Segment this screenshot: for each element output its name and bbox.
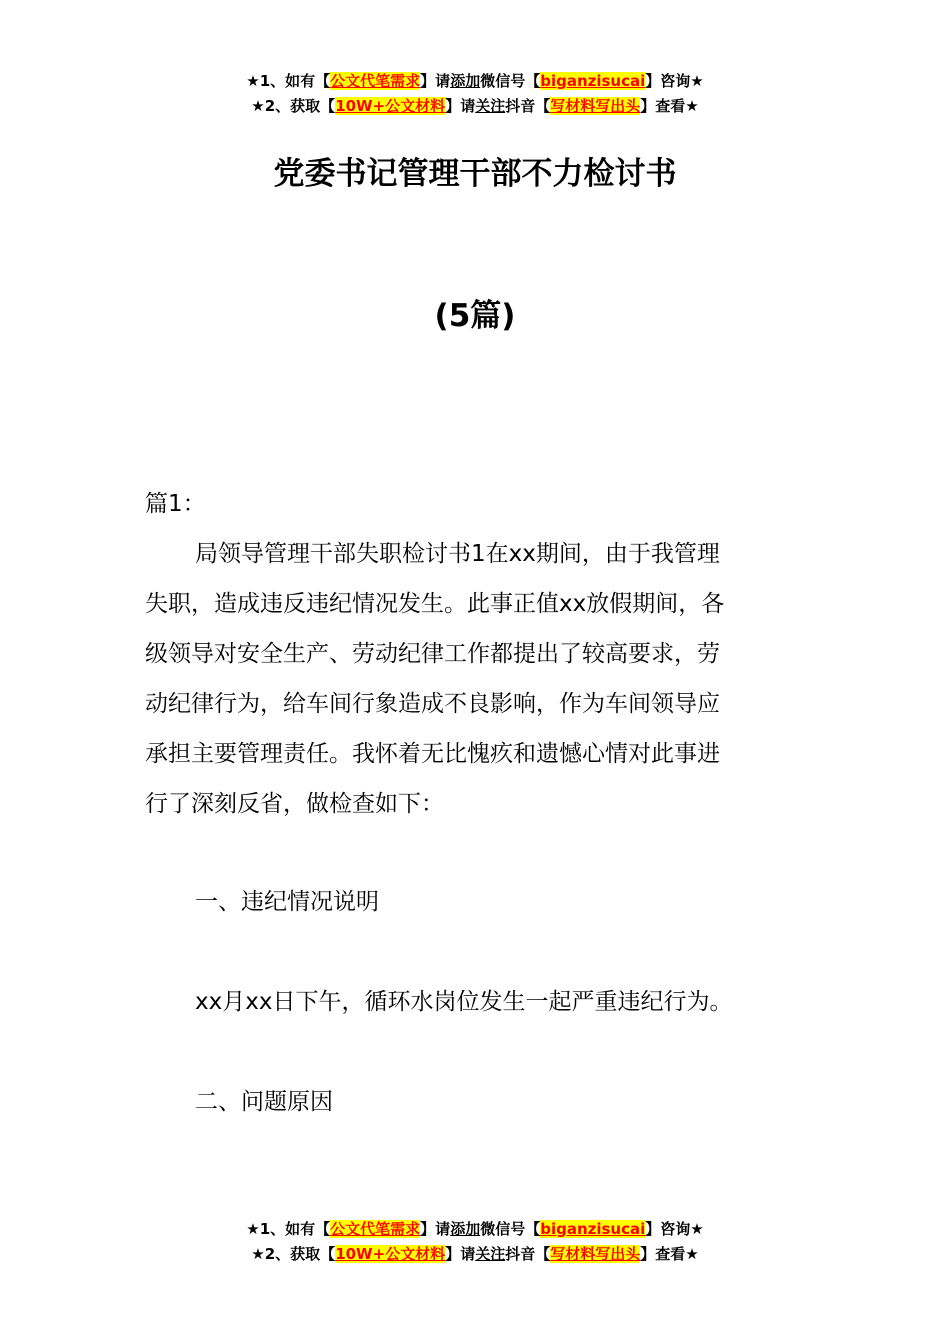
body-paragraph <box>145 529 810 829</box>
paragraph-line: 承担主要管理责任。我怀着无比愧疚和遗憾心情对此事进 <box>145 741 720 767</box>
paragraph-line: 级领导对安全生产、劳动纪律工作都提出了较高要求，劳 <box>145 641 720 667</box>
footer-promo-line-1: ★1、如有【公文代笔需求】请添加微信号【biganzisucai】咨询★ <box>246 1220 704 1238</box>
heading-problem-cause: 二、问题原因 <box>195 1089 333 1115</box>
section-label: 篇1： <box>145 491 206 517</box>
header-promo-line-2: ★2、获取【10W+公文材料】请关注抖音【写材料写出头】查看★ <box>251 97 699 115</box>
header-promo-line-1: ★1、如有【公文代笔需求】请添加微信号【biganzisucai】咨询★ <box>246 72 704 90</box>
highlight-service: 公文代笔需求 <box>330 72 421 90</box>
highlight-wechat-id: biganzisucai <box>540 72 646 90</box>
highlight-materials: 10W+公文材料 <box>335 1245 446 1263</box>
highlight-douyin-account: 写材料写出头 <box>550 97 641 115</box>
highlight-wechat-id: biganzisucai <box>540 1220 646 1238</box>
highlight-materials: 10W+公文材料 <box>335 97 446 115</box>
paragraph-line: 行了深刻反省，做检查如下： <box>145 791 444 817</box>
document-title: 党委书记管理干部不力检讨书 <box>273 156 677 192</box>
paragraph-line: 失职，造成违反违纪情况发生。此事正值xx放假期间，各 <box>145 591 725 617</box>
footer-promo-line-2: ★2、获取【10W+公文材料】请关注抖音【写材料写出头】查看★ <box>251 1245 699 1263</box>
document-subtitle: (5篇) <box>434 298 516 334</box>
violation-detail: xx月xx日下午，循环水岗位发生一起严重违纪行为。 <box>195 989 733 1015</box>
heading-violation-description: 一、违纪情况说明 <box>195 889 379 915</box>
paragraph-line: 动纪律行为，给车间行象造成不良影响，作为车间领导应 <box>145 691 720 717</box>
highlight-douyin-account: 写材料写出头 <box>550 1245 641 1263</box>
paragraph-line: 局领导管理干部失职检讨书1在xx期间，由于我管理 <box>195 541 720 567</box>
highlight-service: 公文代笔需求 <box>330 1220 421 1238</box>
